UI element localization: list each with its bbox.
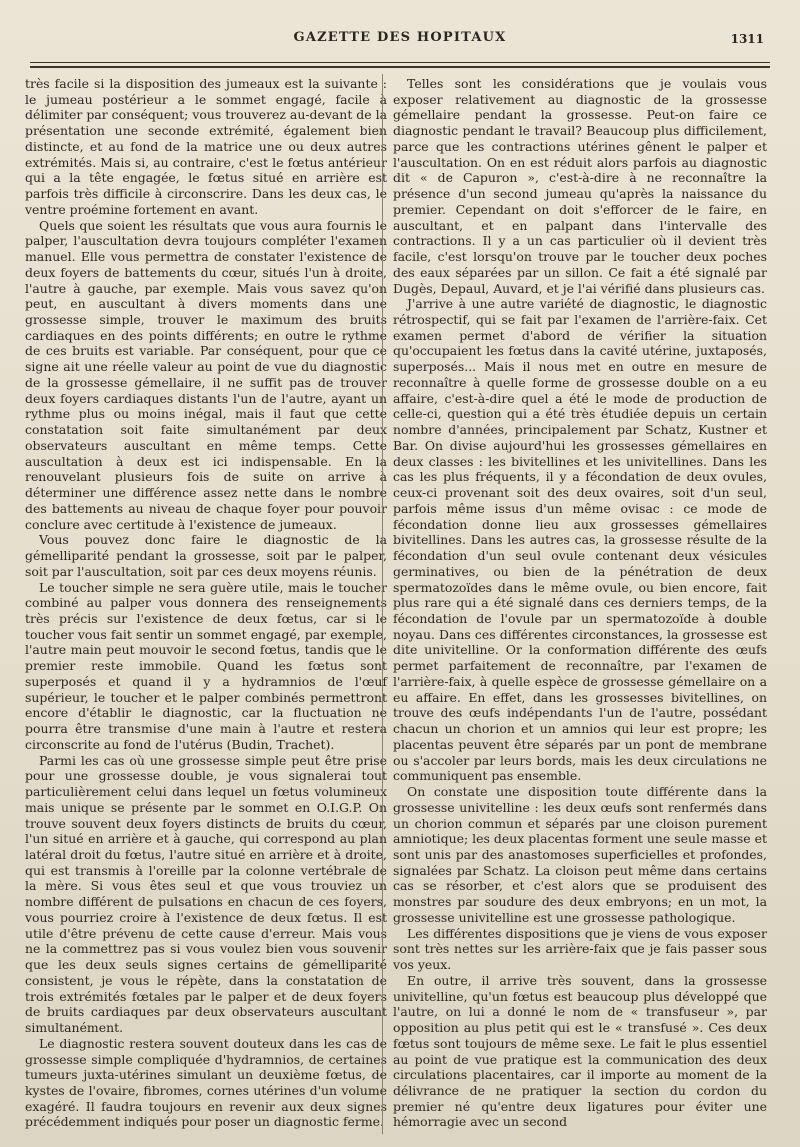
- paragraph: Telles sont les considérations que je voulais vous exposer relativement au diagnostic de la grossesse gémellaire pendant la grossesse. Peut-on faire ce diagnostic pendant le travail? Beaucoup plus difficilement, parce que les contractions utérines gênent le palper et l'auscultation. On en est réduit alors parfois au diagnostic dit « de Capuron », c'est-à-dire à ne reconnaître la présence d'un second jumeau qu'après la naissance du premier. Cependant on doit s'efforcer de le faire, en auscultant, et en palpant dans l'intervalle des contractions. Il y a un cas particulier où il devient très facile, c'est lorsqu'on trouve par le toucher deux poches des eaux séparées par un sillon. Ce fait a été signalé par Dugès, Depaul, Auvard, et je l'ai vérifié dans plusieurs cas.: [393, 76, 767, 296]
- publication-title: GAZETTE DES HOPITAUX: [293, 30, 507, 45]
- page-number: 1311: [730, 32, 764, 46]
- paragraph: On constate une disposition toute différente dans la grossesse univitelline : les deux œufs sont renfermés dans un chorion commun et séparés par une cloison purement amniotique; les deux placentas forment une seule masse et sont unis par des anastomoses superficielles et profondes, signalées par Schatz. La cloison peut même dans certains cas se résorber, et c'est alors que se produisent des monstres par soudure des deux embryons; en un mot, la grossesse univitelline est une grossesse pathologique.: [393, 784, 767, 925]
- page-header: [30, 30, 770, 54]
- header-rule-thick: [30, 66, 770, 68]
- paragraph: Les différentes dispositions que je viens de vous exposer sont très nettes sur les arrière-faix que je fais passer sous vos yeux.: [393, 925, 767, 973]
- paragraph: En outre, il arrive très souvent, dans la grossesse univitelline, qu'un fœtus est beaucoup plus développé que l'autre, on lui a donné le nom de « transfuseur », par opposition au plus petit qui est le « transfusé ». Ces deux fœtus sont toujours de même sexe. Le fait le plus essentiel au point de vue pratique est la communication des deux circulations placentaires, car il importe au moment de la délivrance de ne pratiquer la section du cordon du premier né qu'entre deux ligatures pour éviter une hémorragie avec un second: [393, 972, 767, 1130]
- paragraph: Quels que soient les résultats que vous aura fournis le palper, l'auscultation devra toujours compléter l'examen manuel. Elle vous permettra de constater l'existence de deux foyers de battements du cœur, situés l'un à droite, l'autre à gauche, par exemple. Mais vous savez qu'on peut, en auscultant à divers moments dans une grossesse simple, trouver le maximum des bruits cardiaques en des points différents; en outre le rythme de ces bruits est variable. Par conséquent, pour que ce signe ait une réelle valeur au point de vue du diagnostic de la grossesse gémellaire, il ne suffit pas de trouver deux foyers cardiaques distants l'un de l'autre, ayant un rythme plus ou moins inégal, mais il faut que cette constatation soit faite simultanément par deux observateurs auscultant en même temps. Cette auscultation à deux est ici indispensable. En la renouvelant plusieurs fois de suite on arrive à déterminer une différence assez nette dans le nombre des battements au niveau de chaque foyer pour pouvoir conclure avec certitude à l'existence de jumeaux.: [25, 217, 387, 532]
- paragraph: très facile si la disposition des jumeaux est la suivante : le jumeau postérieur a le sommet engagé, facile à délimiter par conséquent; vous trouverez au-devant de la présentation une seconde extrémité, également bien distincte, et au fond de la matrice une ou deux autres extrémités. Mais si, au contraire, c'est le fœtus antérieur qui a la tête engagée, le fœtus situé en arrière est parfois très difficile à circonscrire. Dans les deux cas, le ventre proémine fortement en avant.: [25, 76, 387, 217]
- paragraph: Le diagnostic restera souvent douteux dans les cas de grossesse simple compliquée d'hydramnios, de certaines tumeurs juxta-utérines simulant un deuxième fœtus, de kystes de l'ovaire, fibromes, cornes utérines d'un volume exagéré. Il faudra toujours en revenir aux deux signes précédemment indiqués pour poser un diagnostic ferme.: [25, 1035, 387, 1130]
- paragraph: Vous pouvez donc faire le diagnostic de la gémelliparité pendant la grossesse, soit par le palper, soit par l'auscultation, soit par ces deux moyens réunis.: [25, 532, 387, 579]
- left-column: [25, 76, 387, 1130]
- paragraph: J'arrive à une autre variété de diagnostic, le diagnostic rétrospectif, qui se fait par l'examen de l'arrière-faix. Cet examen permet d'abord de vérifier la situation qu'occupaient les fœtus dans la cavité utérine, juxtaposés, superposés... Mais il nous met en outre en mesure de reconnaître à quelle forme de grossesse double on a eu affaire, c'est-à-dire quel a été le mode de production de celle-ci, question qui a été très étudiée depuis un certain nombre d'années, principalement par Schatz, Kustner et Bar. On divise aujourd'hui les grossesses gémellaires en deux classes : les bivitellines et les univitellines. Dans les cas les plus fréquents, il y a fécondation de deux ovules, ceux-ci provenant soit des deux ovaires, soit d'un seul, parfois même issus d'un même ovisac : ce mode de fécondation donne lieu aux grossesses gémellaires bivitellines. Dans les autres cas, la grossesse résulte de la fécondation d'un seul ovule contenant deux vésicules germinatives, ou bien de la pénétration de deux spermatozoïdes dans le même ovule, ou bien encore, fait plus rare qui a été signalé dans ces derniers temps, de la fécondation de l'ovule par un spermatozoïde à double noyau. Dans ces différentes circonstances, la grossesse est dite univitelline. Or la conformation différente des œufs permet parfaitement de reconnaître, par l'examen de l'arrière-faix, à quelle espèce de grossesse gémellaire on a eu affaire. En effet, dans les grossesses bivitellines, on trouve des œufs indépendants l'un de l'autre, possédant chacun un chorion et un amnios qui leur est propre; les placentas peuvent être séparés par un pont de membrane ou s'accoler par leurs bords, mais les deux circulations ne communiquent pas ensemble.: [393, 296, 767, 784]
- paragraph: Parmi les cas où une grossesse simple peut être prise pour une grossesse double, je vous signalerai tout particulièrement celui dans lequel un fœtus volumineux mais unique se présente par le sommet en O.I.G.P. On trouve souvent deux foyers distincts de bruits du cœur, l'un situé en arrière et à gauche, qui correspond au plan latéral droit du fœtus, l'autre situé en arrière et à droite, qui est transmis à l'oreille par la colonne vertébrale de la mère. Si vous êtes seul et que vous trouviez un nombre différent de pulsations en chacun de ces foyers, vous pourriez croire à l'existence de deux fœtus. Il est utile d'être prévenu de cette cause d'erreur. Mais vous ne la commettrez pas si vous voulez bien vous souvenir que les deux seuls signes certains de gémelliparité consistent, je vous le répète, dans la constatation de trois extrémités fœtales par le palper et de deux foyers de bruits cardiaques par deux observateurs auscultant simultanément.: [25, 752, 387, 1036]
- column-divider: [382, 74, 383, 1134]
- header-rule-thin: [30, 62, 770, 63]
- paragraph: Le toucher simple ne sera guère utile, mais le toucher combiné au palper vous donnera des renseignements très précis sur l'existence de deux fœtus, car si le toucher vous fait sentir un sommet engagé, par exemple, l'autre main peut mouvoir le second fœtus, tandis que le premier reste immobile. Quand les fœtus sont superposés et quand il y a hydramnios de l'œuf supérieur, le toucher et le palper combinés permettront encore d'établir le diagnostic, car la fluctuation ne pourra être transmise d'une main à l'autre et restera circonscrite au fond de l'utérus (Budin, Trachet).: [25, 579, 387, 752]
- right-column: [393, 76, 767, 1130]
